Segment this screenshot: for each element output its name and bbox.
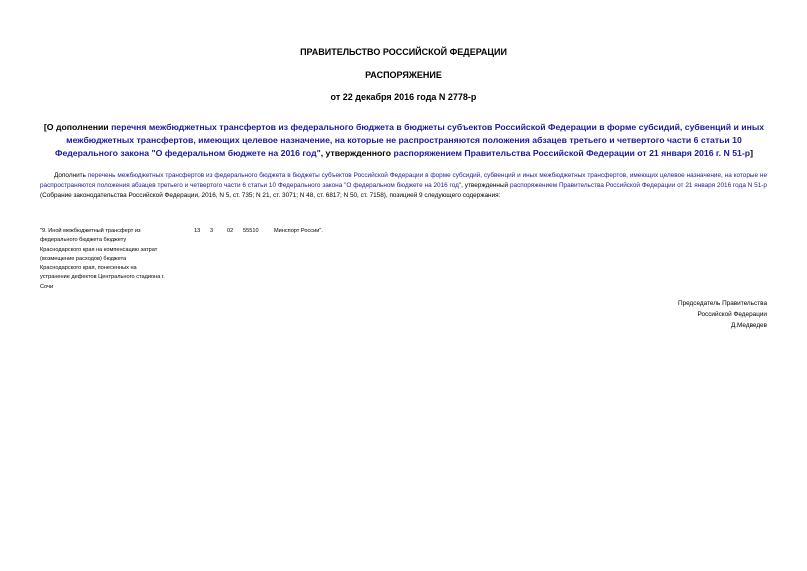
body-text-3: (Собрание законодательства Российской Федерации, 2016, N 5, ст. 735; N 21, ст. 3071; N 48, ст. 6817; N 50, ст. 7158), позицией 9 следующего содержания: xyxy=(40,192,501,199)
document-title xyxy=(42,121,766,160)
title-order-link[interactable]: распоряжением Правительства Российской Федерации от 21 января 2016 г. N 51-р xyxy=(393,148,751,158)
body-order-link[interactable]: распоряжением Правительства Российской Федерации от 21 января 2016 года N 51-р xyxy=(509,182,767,189)
body-paragraph xyxy=(40,171,767,201)
document-date-number: от 22 декабря 2016 года N 2778-р xyxy=(330,92,477,102)
signature-country: Российской Федерации xyxy=(697,311,767,318)
signature-block xyxy=(678,298,767,331)
government-heading: ПРАВИТЕЛЬСТВО РОССИЙСКОЙ ФЕДЕРАЦИИ xyxy=(300,47,507,57)
title-mid: , утвержденного xyxy=(320,148,394,158)
title-close: ] xyxy=(750,148,753,158)
body-text-1: Дополнить xyxy=(54,172,88,179)
table-cell-code: 55510 xyxy=(243,228,259,234)
title-list-link[interactable]: перечня межбюджетных трансфертов из федерального бюджета в бюджеты субъектов Российской Федерации в форме субсидий, субвенций и иных межбюджетных трансфертов, имеющих целевое назначение, на которые не распространяются положения абзацев третьего и четвертого части 6 статьи 10 Федерального закона "О федеральном бюджете на 2016 год" xyxy=(55,122,765,158)
document-type-heading: РАСПОРЯЖЕНИЕ xyxy=(365,70,442,80)
signature-position: Председатель Правительства xyxy=(678,300,767,307)
table-cell-chapter: 13 xyxy=(194,228,201,234)
table-cell-subsection: 02 xyxy=(227,228,234,234)
table-cell-ministry: Минспорт России". xyxy=(274,228,323,234)
body-text-2: , утвержденный xyxy=(461,182,510,189)
signature-name: Д.Медведев xyxy=(730,322,767,329)
title-open: [О дополнении xyxy=(43,122,112,132)
body-list-link[interactable]: перечень межбюджетных трансфертов из федерального бюджета в бюджеты субъектов Российской Федерации в форме субсидий, субвенций и иных межбюджетных трансфертов, имеющих целевое назначение, на которые не распространяются положения абзацев третьего и четвертого части 6 статьи 10 Федерального закона "О федеральном бюджете на 2016 год" xyxy=(40,172,767,189)
table-row-name: "9. Иной межбюджетный трансферт из федерального бюджета бюджету Краснодарского края на компенсацию затрат (возмещение расходов) бюджета Краснодарского края, понесенных на устранение дефектов Центрального стадиона г. Сочи xyxy=(40,228,165,290)
table-cell-section: 3 xyxy=(210,228,214,234)
